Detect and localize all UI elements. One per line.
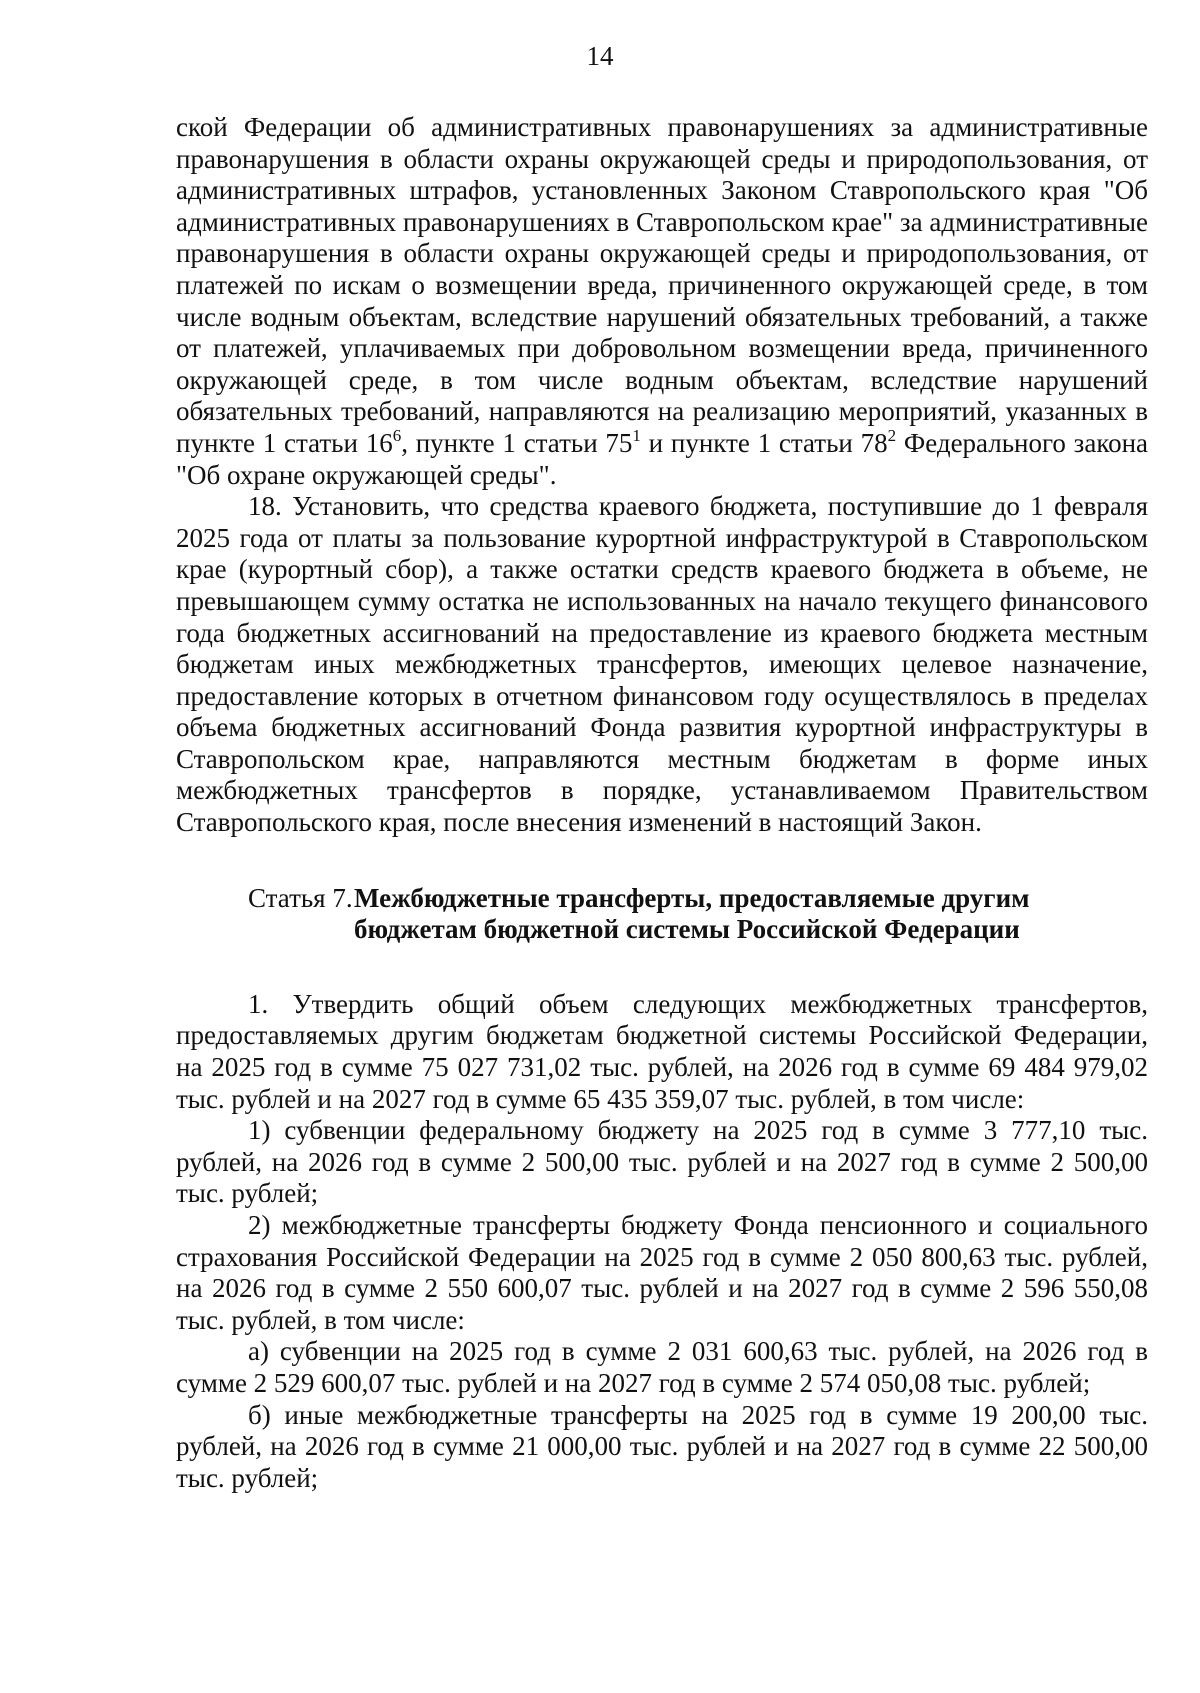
superscript: 1 xyxy=(632,425,641,445)
text-segment: 18. Установить, что средства краевого бюджета, поступившие до 1 февраля 2025 года от платы за пользование курортной инфраструктурой в Ставропольском крае (курортный сбор), а также остатки средств краевого бюджета в объеме, не превышающем сумму остатка не использованных на начало текущего финансового года бюджетных ассигнований на предоставление из краевого бюджета местным бюджетам иных межбюджетных трансфертов, имеющих целевое назначение, предоставление которых в отчетном финансовом году осуществлялось в пределах объема бюджетных ассигнований Фонда развития курортной инфраструктуры в Ставропольском крае, направляются местным бюджетам в форме иных межбюджетных трансфертов в порядке, устанавливаемом Правительством Ставропольского края, после внесения изменений в настоящий Закон. xyxy=(176,491,1148,838)
paragraph-subitem-2: 2) межбюджетные трансферты бюджету Фонда пенсионного и социального страхования Российской Федерации на 2025 год в сумме 2 050 800,63 тыс. рублей, на 2026 год в сумме 2 550 600,07 тыс. рублей и на 2027 год в сумме 2 596 550,08 тыс. рублей, в том числе: xyxy=(176,1210,1148,1335)
text-segment: , пункте 1 статьи 75 xyxy=(401,427,633,458)
paragraph-item-18 xyxy=(176,491,1148,839)
superscript: 2 xyxy=(887,425,897,445)
page-number: 14 xyxy=(586,41,614,71)
text-segment: Федерального закона "Об охране окружающей среды". xyxy=(176,427,1149,490)
article-heading xyxy=(176,883,1148,946)
text-segment: и пункте 1 статьи 78 xyxy=(640,427,888,458)
paragraph-item-1: 1. Утвердить общий объем следующих межбюджетных трансфертов, предоставляемых другим бюджетам бюджетной системы Российской Федерации, на 2025 год в сумме 75 027 731,02 тыс. рублей, на 2026 год в сумме 69 484 979,02 тыс. рублей и на 2027 год в сумме 65 435 359,07 тыс. рублей, в том числе: xyxy=(176,988,1148,1114)
paragraph-subitem-1: 1) субвенции федеральному бюджету на 2025 год в сумме 3 777,10 тыс. рублей, на 2026 год в сумме 2 500,00 тыс. рублей и на 2027 год в сумме 2 500,00 тыс. рублей; xyxy=(176,1115,1148,1209)
paragraph-continuation xyxy=(176,112,1148,491)
article-title: Межбюджетные трансферты, предоставляемые другим бюджетам бюджетной системы Российской Федерации xyxy=(354,882,1030,945)
article-number: Статья 7. xyxy=(248,882,353,913)
paragraph-subitem-2b: б) иные межбюджетные трансферты на 2025 год в сумме 19 200,00 тыс. рублей, на 2026 год в сумме 21 000,00 тыс. рублей и на 2027 год в сумме 22 500,00 тыс. рублей; xyxy=(176,1399,1148,1493)
text-segment: ской Федерации об административных правонарушениях за административные правонарушения в области охраны окружающей среды и природопользования, от административных штрафов, установленных Законом Ставропольского края "Об административных правонарушениях в Ставропольском крае" за административные правонарушения в области охраны окружающей среды и природопользования, от платежей по искам о возмещении вреда, причиненного окружающей среде, в том числе водным объектам, вследствие нарушений обязательных требований, а также от платежей, уплачиваемых при добровольном возмещении вреда, причиненного окружающей среде, в том числе водным объектам, вследствие нарушений обязательных требований, направляются на реализацию мероприятий, указанных в пункте 1 статьи 16 xyxy=(176,112,1148,458)
document-body xyxy=(176,112,1148,1494)
paragraph-subitem-2a: а) субвенции на 2025 год в сумме 2 031 600,63 тыс. рублей, на 2026 год в сумме 2 529 600,07 тыс. рублей и на 2027 год в сумме 2 574 050,08 тыс. рублей; xyxy=(176,1336,1148,1398)
superscript: 6 xyxy=(392,425,402,445)
